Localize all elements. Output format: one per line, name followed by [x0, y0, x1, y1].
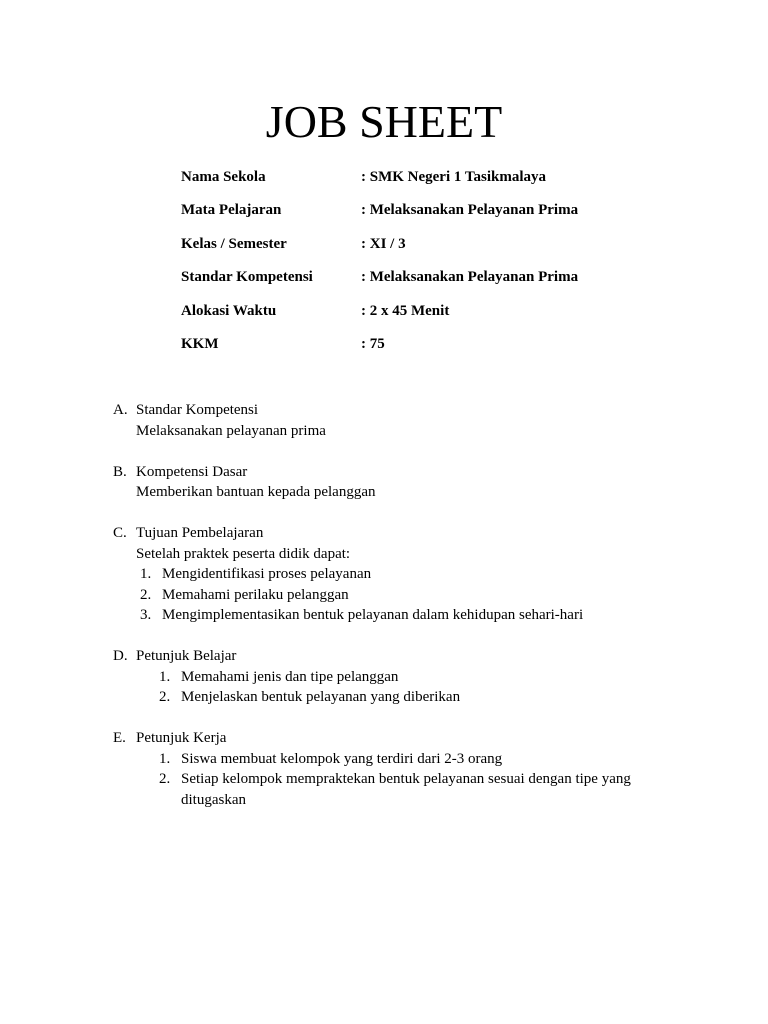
info-value: : Melaksanakan Pelayanan Prima [361, 202, 579, 219]
info-label: Alokasi Waktu [181, 302, 277, 319]
list-item-number: 2. [140, 586, 152, 603]
section-body: Melaksanakan pelayanan prima [136, 422, 326, 439]
section-heading-text: Petunjuk Belajar [136, 648, 237, 664]
list-item [113, 687, 673, 708]
section-petunjuk-belajar [113, 646, 673, 708]
section-heading-text: Petunjuk Kerja [136, 730, 227, 746]
list-item [113, 585, 673, 606]
section-standar-kompetensi [113, 400, 673, 441]
info-value: : SMK Negeri 1 Tasikmalaya [361, 169, 547, 185]
list-item [113, 667, 673, 688]
list-item-text: Setiap kelompok mempraktekan bentuk pelayanan sesuai dengan tipe yang ditugaskan [181, 771, 631, 808]
list-item-text: Mengimplementasikan bentuk pelayanan dalam kehidupan sehari-hari [162, 607, 584, 623]
sections [113, 400, 673, 831]
section-letter: B. [113, 463, 127, 480]
list-item-number: 1. [159, 750, 171, 767]
list-item [113, 605, 673, 626]
list-item-text: Mengidentifikasi proses pelayanan [162, 566, 372, 582]
list-item-text: Memahami jenis dan tipe pelanggan [181, 668, 399, 685]
info-label: Kelas / Semester [181, 235, 287, 252]
section-heading [113, 462, 673, 483]
info-value: : Melaksanakan Pelayanan Prima [361, 269, 579, 286]
info-value: : XI / 3 [361, 235, 406, 252]
section-letter: C. [113, 525, 127, 541]
section-tujuan-pembelajaran [113, 523, 673, 626]
list-item-text: Menjelaskan bentuk pelayanan yang diberikan [181, 689, 461, 705]
section-petunjuk-kerja [113, 728, 673, 810]
list-item-number: 2. [159, 689, 171, 705]
list-item [113, 749, 673, 770]
section-heading-text: Kompetensi Dasar [136, 463, 248, 480]
section-heading-text: Tujuan Pembelajaran [136, 525, 264, 541]
list-item-number: 2. [159, 771, 171, 787]
section-kompetensi-dasar [113, 462, 673, 503]
list-item-number: 3. [140, 607, 152, 623]
list-item-number: 1. [159, 668, 171, 685]
info-value: : 75 [361, 335, 385, 352]
section-letter: D. [113, 648, 128, 664]
list-item [113, 564, 673, 585]
info-label: KKM [181, 335, 219, 352]
section-heading [113, 646, 673, 667]
section-heading-text: Standar Kompetensi [136, 402, 259, 418]
numbered-list [113, 749, 673, 811]
info-label: Mata Pelajaran [181, 202, 282, 219]
info-value: : 2 x 45 Menit [361, 302, 450, 319]
section-heading [113, 523, 673, 544]
list-item-number: 1. [140, 566, 152, 582]
numbered-list [113, 564, 673, 626]
section-heading [113, 728, 673, 749]
info-label: Standar Kompetensi [181, 269, 313, 286]
numbered-list [113, 667, 673, 708]
list-item-text: Siswa membuat kelompok yang terdiri dari 2-3 orang [181, 750, 503, 767]
section-letter: A. [113, 402, 128, 418]
list-item [113, 769, 673, 810]
section-letter: E. [113, 730, 126, 746]
section-body: Setelah praktek peserta didik dapat: [136, 545, 351, 562]
info-label: Nama Sekola [181, 169, 266, 185]
section-body: Memberikan bantuan kepada pelanggan [136, 484, 376, 500]
list-item-text: Memahami perilaku pelanggan [162, 586, 349, 603]
page-title: JOB SHEET [265, 96, 503, 147]
section-heading [113, 400, 673, 421]
